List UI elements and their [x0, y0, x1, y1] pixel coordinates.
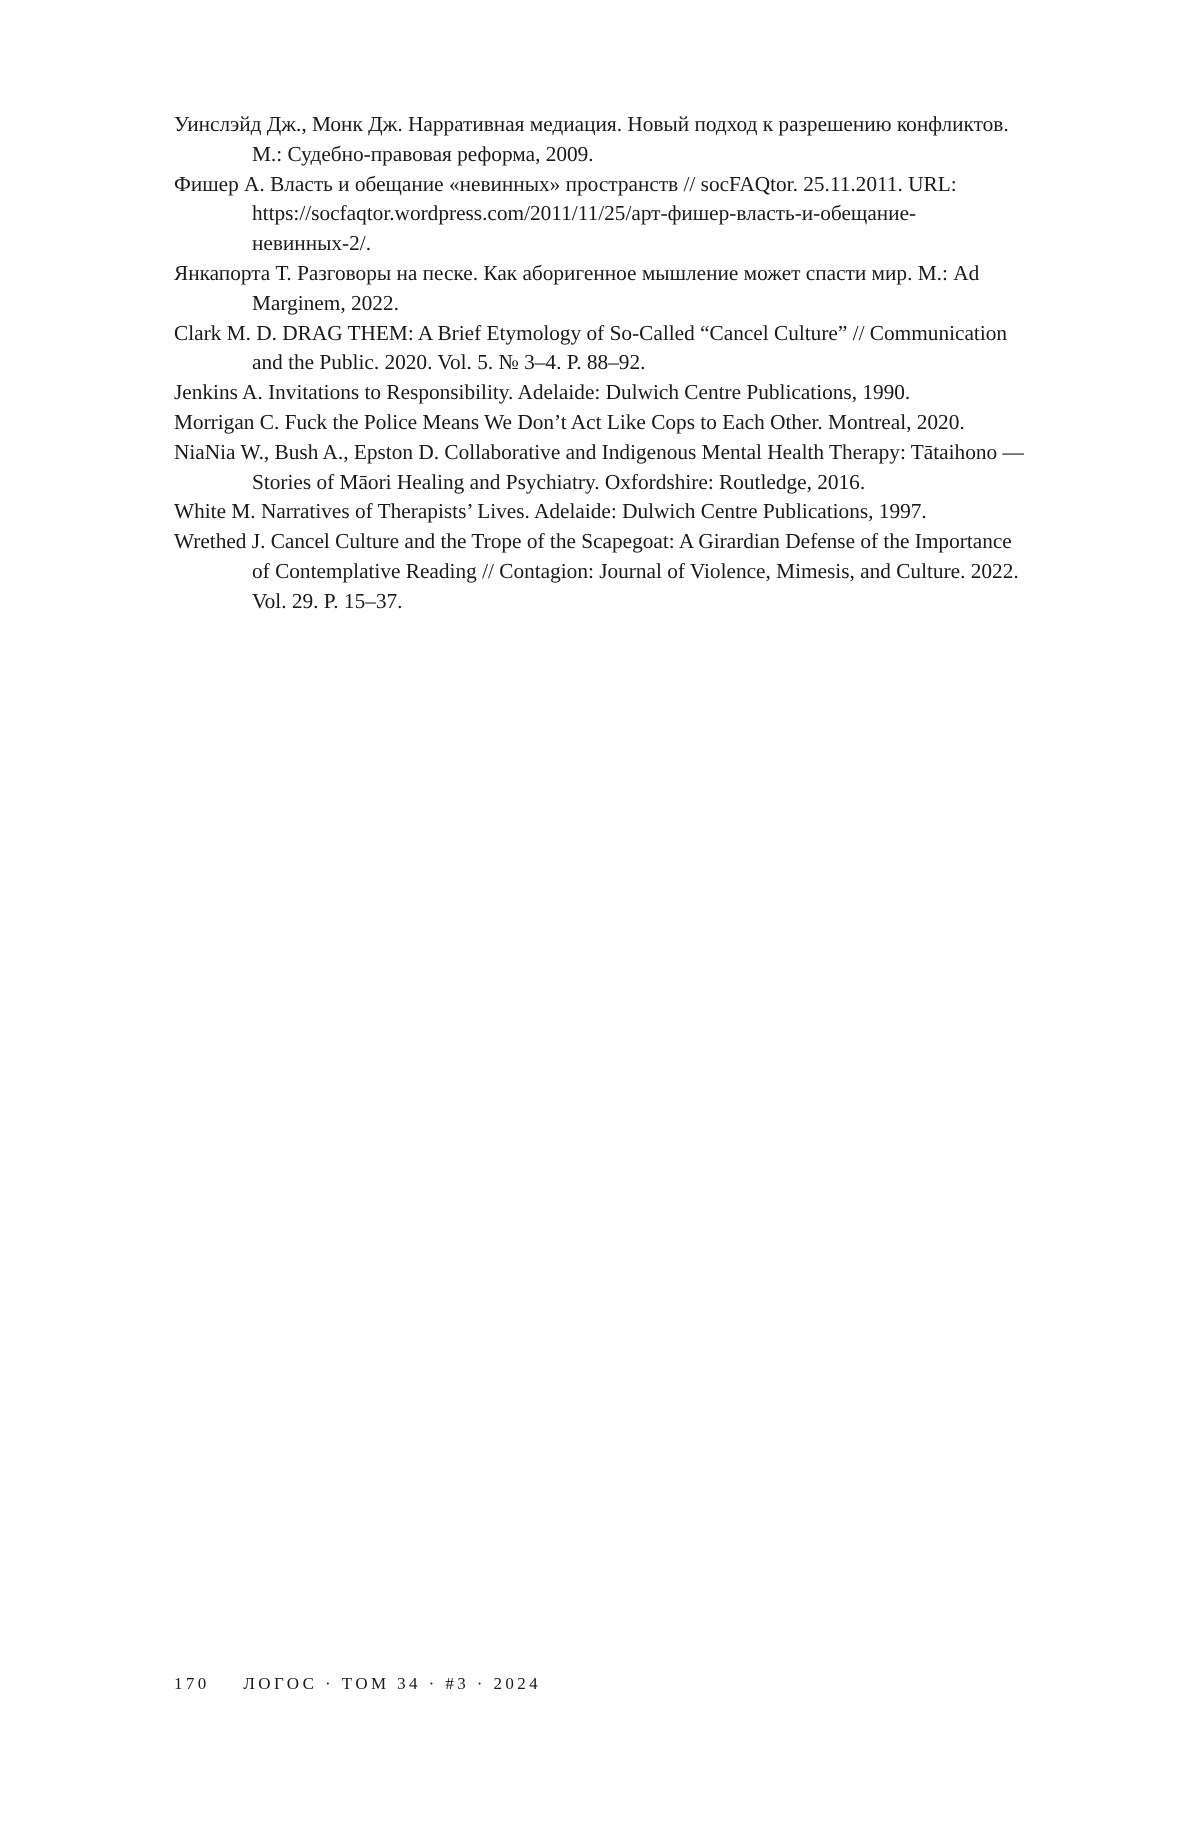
- reference-entry: Янкапорта Т. Разговоры на песке. Как аборигенное мышление может спасти мир. М.: Ad Marginem, 2022.: [174, 260, 980, 315]
- reference-entry: Уинслэйд Дж., Монк Дж. Нарративная медиация. Новый подход к разрешению конфликтов. М.: Судебно-правовая реформа, 2009.: [174, 112, 1009, 166]
- running-title: ЛОГОС · ТОМ 34 · #3 · 2024: [243, 1674, 542, 1693]
- reference-entry: Jenkins A. Invitations to Responsibility. Adelaide: Dulwich Centre Publications, 1990.: [174, 380, 911, 405]
- reference-entry: White M. Narratives of Therapists’ Lives. Adelaide: Dulwich Centre Publications, 1997.: [174, 499, 927, 524]
- reference-list: [174, 110, 1032, 617]
- reference-entry: Clark M. D. DRAG THEM: A Brief Etymology of So-Called “Cancel Culture” // Communication and the Public. 2020. Vol. 5. № 3–4. P. 88–92.: [174, 320, 1008, 375]
- page-footer: [174, 1672, 541, 1696]
- reference-entry: Morrigan C. Fuck the Police Means We Don’t Act Like Cops to Each Other. Montreal, 2020.: [174, 409, 965, 434]
- reference-entry: NiaNia W., Bush A., Epston D. Collaborative and Indigenous Mental Health Therapy: Tātaihono — Stories of Māori Healing and Psychiatry. Oxfordshire: Routledge, 2016.: [174, 439, 1024, 494]
- page-number: 170: [174, 1674, 210, 1693]
- reference-entry: Wrethed J. Cancel Culture and the Trope of the Scapegoat: A Girardian Defense of the Importance of Contemplative Reading // Contagion: Journal of Violence, Mimesis, and Culture. 2022. Vol. 29. P. 15–37.: [174, 529, 1019, 613]
- reference-entry: Фишер А. Власть и обещание «невинных» пространств // socFAQtor. 25.11.2011. URL: https://socfaqtor.wordpress.com/2011/11/25/арт-фишер-власть-и-обещание-невинных-2/.: [174, 171, 957, 256]
